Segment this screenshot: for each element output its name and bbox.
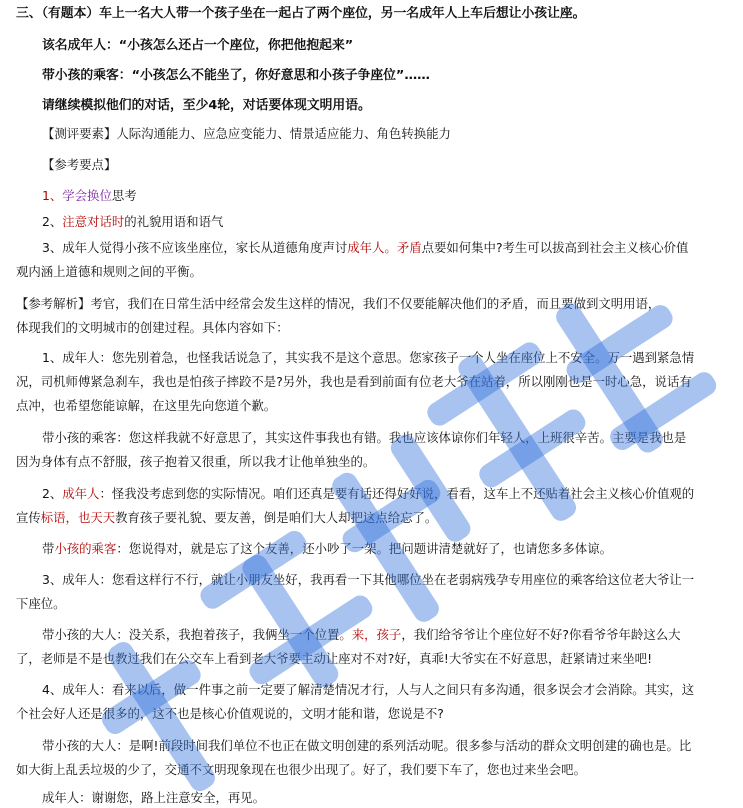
round-2-adult-cont xyxy=(16,510,728,526)
round-1-parent: 带小孩的乘客：您这样我就不好意思了，其实这件事我也有错。我也应该体谅你们年轻人，上班很辛苦。主要是我也是 xyxy=(42,430,687,445)
round-2-text-c: 教育孩子要礼貌、要友善，倒是咱们大人却把这点给忘了。 xyxy=(115,510,438,525)
round-1-adult: 1、成年人：您先别着急，也怪我话说急了，其实我不是这个意思。您家孩子一个人坐在座位上不安全。万一遇到紧急情 xyxy=(42,350,695,365)
round-4-parent: 带小孩的大人：是啊!前段时间我们单位不也正在做文明创建的系列活动呢。很多参与活动的群众文明创建的确也是。比 xyxy=(42,738,692,753)
round-3-parent-text-b: ，我们给爷爷让个座位好不好?你看爷爷年龄这么大 xyxy=(401,627,681,642)
round-2-text-b: 宣传 xyxy=(16,510,41,525)
key-point-3-emphasis: 成年人。矛盾 xyxy=(347,240,422,255)
round-3-parent-emphasis: 。来，孩子 xyxy=(339,627,402,642)
round-4-adult-cont: 个社会好人还是很多的，这不也是核心价值观说的，文明才能和谐，您说是不? xyxy=(16,706,444,721)
question-title: 三、（有题本）车上一名大人带一个孩子坐在一起占了两个座位，另一名成年人上车后想让小孩让座。 xyxy=(16,6,586,21)
round-3-parent xyxy=(42,627,728,643)
round-4-adult: 4、成年人：看来以后，做一件事之前一定要了解清楚情况才行，人与人之间只有多沟通，很多误会才会消除。其实，这 xyxy=(42,682,695,697)
key-point-2-rest: 的礼貌用语和语气 xyxy=(124,214,224,229)
round-4-parent-cont: 如大街上乱丢垃圾的少了，交通不文明现象现在也很少出现了。好了，我们要下车了，您也过来坐会吧。 xyxy=(16,762,586,777)
round-2-parent-speaker: 小孩的乘客 xyxy=(54,541,117,556)
question-instruction: 请继续模拟他们的对话，至少4轮，对话要体现文明用语。 xyxy=(42,98,371,113)
key-point-3-cont: 观内涵上道德和规则之间的平衡。 xyxy=(16,264,202,279)
round-3-parent-text: 带小孩的大人：没关系，我抱着孩子，我俩坐一个位置 xyxy=(42,627,340,642)
question-parent-line: 带小孩的乘客：“小孩怎么不能坐了，你好意思和小孩子争座位”…… xyxy=(42,68,430,83)
round-1-adult-cont2: 点冲，也希望您能谅解，在这里先向您道个歉。 xyxy=(16,398,277,413)
closing-line: 成年人：谢谢您，路上注意安全，再见。 xyxy=(42,790,266,805)
key-point-3-text-b: 点要如何集中?考生可以拔高到社会主义核心价值 xyxy=(421,240,689,255)
key-point-3 xyxy=(42,240,728,256)
key-point-1-number: 1、 xyxy=(42,188,63,203)
round-2-parent-prefix: 带 xyxy=(42,541,55,556)
round-3-parent-cont: 了，老师是不是也教过我们在公交车上看到老大爷要主动让座对不对?好，真乖!大爷实在不好意思，赶紧请过来坐吧! xyxy=(16,651,653,666)
key-point-1 xyxy=(42,188,728,204)
round-2-emphasis: 标语，也天天 xyxy=(40,510,116,525)
round-2-number: 2、 xyxy=(42,486,63,501)
analysis-intro-cont: 体现我们的文明城市的创建过程。具体内容如下： xyxy=(16,320,289,335)
round-2-speaker: 成年人 xyxy=(62,486,100,501)
analysis-intro: 【参考解析】考官，我们在日常生活中经常会发生这样的情况，我们不仅要能解决他们的矛盾，而且要做到文明用语， xyxy=(16,296,661,311)
key-point-2-number: 2、 xyxy=(42,214,63,229)
question-adult-line: 该名成年人：“小孩怎么还占一个座位，你把他抱起来” xyxy=(42,38,354,53)
key-points-header: 【参考要点】 xyxy=(42,157,117,172)
round-1-parent-cont: 因为身体有点不舒服，孩子抱着又很重，所以我才让他单独坐的。 xyxy=(16,454,376,469)
key-point-1-rest: 思考 xyxy=(111,188,137,203)
key-point-1-emphasis: 学会换位 xyxy=(62,188,112,203)
key-point-2 xyxy=(42,214,728,230)
round-3-adult: 3、成年人：您看这样行不行，就让小朋友坐好，我再看一下其他哪位坐在老弱病残孕专用座位的乘客给这位老大爷让一 xyxy=(42,572,695,587)
evaluation-elements: 【测评要素】人际沟通能力、应急应变能力、情景适应能力、角色转换能力 xyxy=(42,126,451,141)
round-2-parent-text: ：您说得对，就是忘了这个友善，还小吵了一架。把问题讲清楚就好了，也请您多多体谅。 xyxy=(116,541,612,556)
key-point-2-emphasis: 注意对话时 xyxy=(62,214,125,229)
round-3-adult-cont: 下座位。 xyxy=(16,596,66,611)
key-point-3-text: 3、成年人觉得小孩不应该坐座位，家长从道德角度声讨 xyxy=(42,240,348,255)
round-1-adult-cont: 况，司机师傅紧急刹车，我也是怕孩子摔跤不是?另外，我也是看到前面有位老大爷在站着，所以刚刚也是一时心急，说话有 xyxy=(16,374,692,389)
round-2-parent xyxy=(42,541,728,557)
round-2-text: ：怪我没考虑到您的实际情况。咱们还真是要有话还得好好说，看看，这车上不还贴着社会主义核心价值观的 xyxy=(99,486,695,501)
round-2-adult xyxy=(42,486,728,502)
